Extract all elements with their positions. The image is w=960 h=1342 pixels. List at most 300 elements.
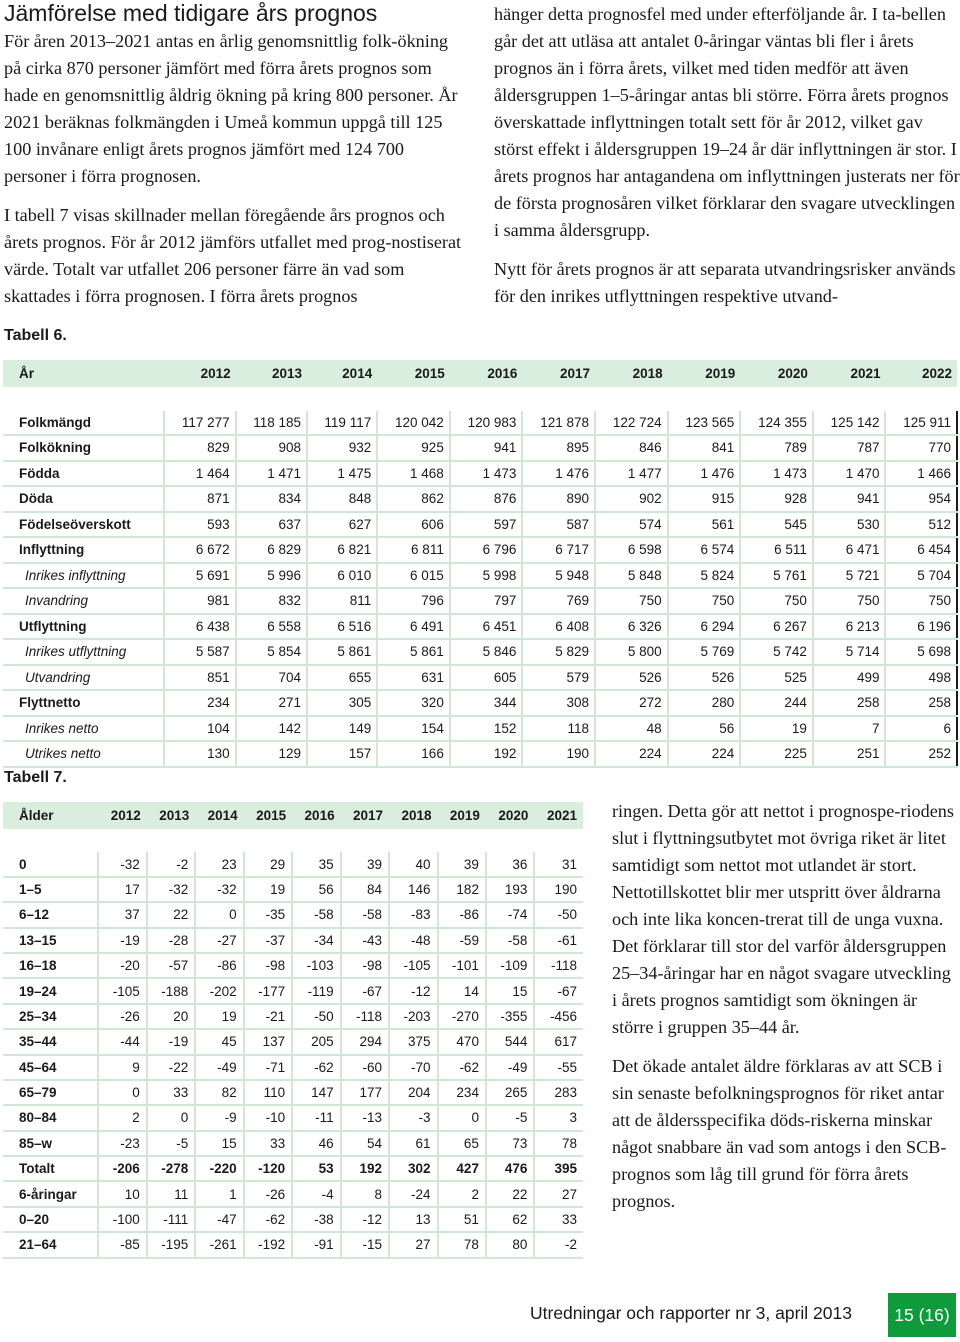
table-cell: -355 [486, 1004, 534, 1029]
row-label: 13–15 [3, 928, 98, 953]
table6-header-year: 2012 [164, 360, 235, 387]
table6-header-year: 2018 [595, 360, 668, 387]
table-cell: 811 [307, 588, 377, 614]
row-label: Flyttnetto [3, 690, 164, 716]
table-cell: 470 [438, 1029, 486, 1054]
table-cell: 627 [307, 512, 377, 538]
table-cell: 5 800 [595, 639, 668, 665]
table-row [3, 978, 583, 1003]
table-cell: 110 [244, 1080, 292, 1105]
table-cell: 5 861 [307, 639, 377, 665]
table-cell: 637 [236, 512, 307, 538]
paragraph: Det ökade antalet äldre förklaras av att SCB i sin senaste befolkningsprognos för riket antar att de åldersspecifika döds-riskerna minskar något snabbare än vad som antogs i den SCB-prognos som låg till grund för förra årets prognos. [612, 1056, 947, 1211]
table-cell: 6 010 [307, 563, 377, 589]
table-row [3, 512, 957, 538]
table-cell: -62 [244, 1207, 292, 1232]
table-cell: -203 [389, 1004, 437, 1029]
page-number-badge: 15 (16) [888, 1293, 956, 1337]
table-row [3, 614, 957, 640]
table-cell: 51 [438, 1207, 486, 1232]
table-cell: 928 [740, 486, 813, 512]
table-cell: 6 811 [377, 537, 450, 563]
table-cell: -206 [98, 1156, 146, 1181]
table-cell: -34 [292, 928, 340, 953]
table-cell: 832 [236, 588, 307, 614]
table-cell: -28 [147, 928, 195, 953]
table-cell: 908 [236, 435, 307, 461]
table-cell: -195 [147, 1232, 195, 1257]
table-cell: 0 [98, 1080, 146, 1105]
table6-header-row [3, 360, 957, 387]
table-cell: 190 [534, 877, 583, 902]
table-cell: 6 821 [307, 537, 377, 563]
table-cell: 294 [341, 1029, 389, 1054]
table-cell: -15 [341, 1232, 389, 1257]
table-cell: 476 [486, 1156, 534, 1181]
row-label: Invandring [3, 588, 164, 614]
table-cell: 146 [389, 877, 437, 902]
table6-header-year: 2017 [522, 360, 595, 387]
table-cell: 6 672 [164, 537, 235, 563]
table-cell: 13 [389, 1207, 437, 1232]
table7-caption: Tabell 7. [4, 769, 67, 786]
table-cell: -98 [244, 953, 292, 978]
table-cell: -5 [147, 1131, 195, 1156]
table-cell: 14 [438, 978, 486, 1003]
table-cell: -5 [486, 1105, 534, 1130]
table-cell: -120 [244, 1156, 292, 1181]
table-cell: 3 [534, 1105, 583, 1130]
table-cell: 120 983 [450, 411, 523, 436]
table-cell: -49 [195, 1055, 243, 1080]
table-cell: -98 [341, 953, 389, 978]
table-cell: 37 [98, 902, 146, 927]
table-cell: 35 [292, 852, 340, 876]
table-cell: 78 [534, 1131, 583, 1156]
table-cell: -24 [389, 1181, 437, 1206]
table-cell: 252 [885, 741, 957, 767]
table-row [3, 1232, 583, 1257]
table-cell: -278 [147, 1156, 195, 1181]
row-label: 16–18 [3, 953, 98, 978]
table-cell: 750 [885, 588, 957, 614]
table-cell: 224 [595, 741, 668, 767]
table-cell: 750 [740, 588, 813, 614]
table7-header-year: 2019 [438, 802, 486, 829]
table-cell: -21 [244, 1004, 292, 1029]
table6-caption: Tabell 6. [4, 327, 67, 344]
table-cell: 22 [147, 902, 195, 927]
footer-publication: Utredningar och rapporter nr 3, april 2013 [530, 1303, 852, 1323]
table-cell: -57 [147, 953, 195, 978]
table-cell: 147 [292, 1080, 340, 1105]
table-cell: -32 [98, 852, 146, 876]
table-cell: 344 [450, 690, 523, 716]
table-cell: 1 471 [236, 461, 307, 487]
table-cell: 6 454 [885, 537, 957, 563]
table-row [3, 537, 957, 563]
paragraph: För åren 2013–2021 antas en årlig genomsnittlig folk-ökning på cirka 870 personer jämfört med förra årets prognos som hade en genomsnittlig åldrig ökning på kring 800 personer. År 2021 beräknas folkmängden i Umeå kommun uppgå till 125 100 invånare enligt årets prognos jämfört med 124 700 personer i förra prognosen. [4, 31, 458, 186]
table-cell: 848 [307, 486, 377, 512]
table-cell: 5 742 [740, 639, 813, 665]
table-cell: 8 [341, 1181, 389, 1206]
table-cell: 915 [668, 486, 741, 512]
table-cell: 272 [595, 690, 668, 716]
table-cell: 84 [341, 877, 389, 902]
table-cell: 6 598 [595, 537, 668, 563]
table-cell: 631 [377, 665, 450, 691]
table-cell: -10 [244, 1105, 292, 1130]
table-cell: -62 [438, 1055, 486, 1080]
table-cell: 120 042 [377, 411, 450, 436]
table-cell: 574 [595, 512, 668, 538]
table-cell: 1 466 [885, 461, 957, 487]
table-row [3, 563, 957, 589]
table-cell: 192 [450, 741, 523, 767]
table7 [3, 802, 583, 1259]
table-cell: 251 [813, 741, 886, 767]
table-cell: 925 [377, 435, 450, 461]
table-cell: 10 [98, 1181, 146, 1206]
table-cell: 561 [668, 512, 741, 538]
table6-header-year: 2022 [885, 360, 957, 387]
table-cell: 5 704 [885, 563, 957, 589]
table-cell: 512 [885, 512, 957, 538]
table-cell: 27 [389, 1232, 437, 1257]
table-cell: -19 [147, 1029, 195, 1054]
table-cell: 33 [534, 1207, 583, 1232]
table-cell: 5 761 [740, 563, 813, 589]
paragraph: ringen. Detta gör att nettot i prognospe-riodens slut i flyttningsutbytet mot övriga riket är litet samtidigt som nettot mot utlandet är stort. Nettotillskottet blir mer utspritt över åldrarna och inte lika koncen-trerat till de unga vuxna. Det förklarar till stor del varför åldersgruppen 25–34-åringar har en något svagare utveckling i årets prognos samtidigt som ökningen är större i gruppen 35–44 år. [612, 801, 954, 1037]
table-cell: 280 [668, 690, 741, 716]
table7-header-year: 2014 [195, 802, 243, 829]
table-cell: -32 [147, 877, 195, 902]
table7-header-year: 2017 [341, 802, 389, 829]
table-cell: 19 [244, 877, 292, 902]
table-cell: 5 824 [668, 563, 741, 589]
table-cell: 5 829 [522, 639, 595, 665]
table-cell: -4 [292, 1181, 340, 1206]
table-cell: 271 [236, 690, 307, 716]
table-cell: 5 854 [236, 639, 307, 665]
table-cell: 39 [438, 852, 486, 876]
table-cell: 526 [668, 665, 741, 691]
table-cell: 6 451 [450, 614, 523, 640]
table-cell: -27 [195, 928, 243, 953]
table-cell: 283 [534, 1080, 583, 1105]
table-cell: 6 213 [813, 614, 886, 640]
table-cell: 152 [450, 716, 523, 742]
table-cell: -13 [341, 1105, 389, 1130]
table-row [3, 588, 957, 614]
table-cell: 1 464 [164, 461, 235, 487]
table7-header-year: 2018 [389, 802, 437, 829]
table7-header-year: 2020 [486, 802, 534, 829]
table-cell: 125 142 [813, 411, 886, 436]
table-cell: -74 [486, 902, 534, 927]
table-cell: 750 [668, 588, 741, 614]
table-cell: -270 [438, 1004, 486, 1029]
page-heading: Jämförelse med tidigare års prognos [4, 0, 378, 26]
table-cell: 258 [813, 690, 886, 716]
table-cell: 56 [292, 877, 340, 902]
table-cell: -59 [438, 928, 486, 953]
table-row [3, 461, 957, 487]
table6-header-year: 2013 [236, 360, 307, 387]
table-cell: 954 [885, 486, 957, 512]
table-row [3, 852, 583, 876]
table-cell: 54 [341, 1131, 389, 1156]
right-text-column [494, 1, 960, 322]
table-cell: -11 [292, 1105, 340, 1130]
table-cell: 45 [195, 1029, 243, 1054]
row-label: Födelseöverskott [3, 512, 164, 538]
table-cell: 5 714 [813, 639, 886, 665]
table-cell: 941 [450, 435, 523, 461]
table-cell: 1 476 [522, 461, 595, 487]
table-cell: -55 [534, 1055, 583, 1080]
table-cell: 0 [195, 902, 243, 927]
table-cell: 750 [595, 588, 668, 614]
table-row [3, 1181, 583, 1206]
table-cell: -48 [389, 928, 437, 953]
table-cell: 48 [595, 716, 668, 742]
table-cell: -37 [244, 928, 292, 953]
table-cell: -26 [98, 1004, 146, 1029]
table-row [3, 902, 583, 927]
table-cell: 124 355 [740, 411, 813, 436]
table-cell: 17 [98, 877, 146, 902]
table-cell: 498 [885, 665, 957, 691]
table-row [3, 741, 957, 767]
table-cell: 2 [438, 1181, 486, 1206]
row-label: Folkökning [3, 435, 164, 461]
table-cell: -192 [244, 1232, 292, 1257]
table-cell: 5 587 [164, 639, 235, 665]
table-cell: -456 [534, 1004, 583, 1029]
table-cell: 1 473 [740, 461, 813, 487]
table-cell: -50 [292, 1004, 340, 1029]
table-cell: 6 326 [595, 614, 668, 640]
table-row [3, 1131, 583, 1156]
table-cell: -50 [534, 902, 583, 927]
table-cell: 22 [486, 1181, 534, 1206]
table-cell: -3 [389, 1105, 437, 1130]
table-cell: 846 [595, 435, 668, 461]
table-row [3, 1105, 583, 1130]
table-cell: 19 [195, 1004, 243, 1029]
table-cell: 1 [195, 1181, 243, 1206]
table-cell: 499 [813, 665, 886, 691]
table-cell: 1 470 [813, 461, 886, 487]
table-row [3, 1055, 583, 1080]
table-cell: 6 196 [885, 614, 957, 640]
table-cell: -85 [98, 1232, 146, 1257]
table-cell: 9 [98, 1055, 146, 1080]
table-cell: 62 [486, 1207, 534, 1232]
table-cell: 6 471 [813, 537, 886, 563]
table-cell: 587 [522, 512, 595, 538]
table-row [3, 928, 583, 953]
table-cell: -103 [292, 953, 340, 978]
table-cell: 605 [450, 665, 523, 691]
table6-header-year: 2020 [740, 360, 813, 387]
table-cell: 36 [486, 852, 534, 876]
row-label: Inrikes utflyttning [3, 639, 164, 665]
table-cell: -62 [292, 1055, 340, 1080]
table-cell: 6 294 [668, 614, 741, 640]
row-label: 80–84 [3, 1105, 98, 1130]
table-cell: -32 [195, 877, 243, 902]
table-cell: -67 [341, 978, 389, 1003]
table-cell: -61 [534, 928, 583, 953]
table-cell: 118 185 [236, 411, 307, 436]
table-cell: 11 [147, 1181, 195, 1206]
table-cell: 15 [195, 1131, 243, 1156]
table-cell: 193 [486, 877, 534, 902]
table-cell: 6 558 [236, 614, 307, 640]
table-cell: -44 [98, 1029, 146, 1054]
table-cell: 932 [307, 435, 377, 461]
table-cell: 841 [668, 435, 741, 461]
table-cell: -109 [486, 953, 534, 978]
table-cell: 7 [813, 716, 886, 742]
table-cell: 981 [164, 588, 235, 614]
row-label: 19–24 [3, 978, 98, 1003]
table-cell: -43 [341, 928, 389, 953]
table-cell: 234 [438, 1080, 486, 1105]
table6-header-year: 2019 [668, 360, 741, 387]
table7-header-year: 2015 [244, 802, 292, 829]
paragraph: Nytt för årets prognos är att separata utvandringsrisker används för den inrikes utflyttningen respektive utvand- [494, 259, 956, 306]
table-row [3, 411, 957, 436]
table-cell: 6 408 [522, 614, 595, 640]
table-row [3, 435, 957, 461]
table-cell: 20 [147, 1004, 195, 1029]
table-cell: -105 [98, 978, 146, 1003]
table-cell: -111 [147, 1207, 195, 1232]
table-cell: 6 717 [522, 537, 595, 563]
table-cell: 27 [534, 1181, 583, 1206]
row-label: 25–34 [3, 1004, 98, 1029]
table-cell: 122 724 [595, 411, 668, 436]
table-cell: 129 [236, 741, 307, 767]
table-cell: 6 267 [740, 614, 813, 640]
row-label: 85–w [3, 1131, 98, 1156]
table-cell: -20 [98, 953, 146, 978]
table-cell: 895 [522, 435, 595, 461]
table-cell: 33 [147, 1080, 195, 1105]
table-cell: 31 [534, 852, 583, 876]
table-cell: 851 [164, 665, 235, 691]
table-cell: 118 [522, 716, 595, 742]
table-cell: 56 [668, 716, 741, 742]
table-cell: 73 [486, 1131, 534, 1156]
table-cell: 177 [341, 1080, 389, 1105]
table-cell: -100 [98, 1207, 146, 1232]
table-cell: -35 [244, 902, 292, 927]
table-cell: 5 996 [236, 563, 307, 589]
table-cell: 23 [195, 852, 243, 876]
table-cell: 166 [377, 741, 450, 767]
table-cell: 61 [389, 1131, 437, 1156]
table-cell: 154 [377, 716, 450, 742]
table-cell: -2 [534, 1232, 583, 1257]
left-text-column [4, 28, 466, 322]
table-cell: 0 [438, 1105, 486, 1130]
row-label: 0–20 [3, 1207, 98, 1232]
table-cell: -105 [389, 953, 437, 978]
table-cell: 244 [740, 690, 813, 716]
table-cell: 6 015 [377, 563, 450, 589]
bottom-text-column [612, 798, 958, 1227]
table-cell: 190 [522, 741, 595, 767]
table-cell: 1 475 [307, 461, 377, 487]
table-cell: 104 [164, 716, 235, 742]
table6-header-year: 2014 [307, 360, 377, 387]
table-cell: 234 [164, 690, 235, 716]
table-cell: 5 848 [595, 563, 668, 589]
table-cell: 890 [522, 486, 595, 512]
table-cell: 130 [164, 741, 235, 767]
table-cell: 1 476 [668, 461, 741, 487]
table-cell: -58 [292, 902, 340, 927]
table-cell: 308 [522, 690, 595, 716]
table-cell: 39 [341, 852, 389, 876]
table-cell: -47 [195, 1207, 243, 1232]
table-cell: -177 [244, 978, 292, 1003]
table-cell: 617 [534, 1029, 583, 1054]
table-cell: 157 [307, 741, 377, 767]
table6-header-label: År [3, 360, 164, 387]
table6 [3, 360, 958, 768]
row-label: Utflyttning [3, 614, 164, 640]
table-row [3, 690, 957, 716]
table-cell: 204 [389, 1080, 437, 1105]
table-row [3, 1156, 583, 1181]
table-cell: 123 565 [668, 411, 741, 436]
table-cell: 305 [307, 690, 377, 716]
table-cell: 544 [486, 1029, 534, 1054]
table7-header-year: 2013 [147, 802, 195, 829]
table-cell: 6 829 [236, 537, 307, 563]
table-cell: 5 769 [668, 639, 741, 665]
row-label: Döda [3, 486, 164, 512]
table-cell: -86 [195, 953, 243, 978]
table-cell: -22 [147, 1055, 195, 1080]
row-label: 6–12 [3, 902, 98, 927]
row-label: 1–5 [3, 877, 98, 902]
table-cell: 902 [595, 486, 668, 512]
table-cell: 121 878 [522, 411, 595, 436]
table-cell: -86 [438, 902, 486, 927]
row-label: 45–64 [3, 1055, 98, 1080]
table-cell: 82 [195, 1080, 243, 1105]
table7-header-year: 2012 [98, 802, 146, 829]
table-row [3, 716, 957, 742]
table-cell: 117 277 [164, 411, 235, 436]
table-cell: 1 468 [377, 461, 450, 487]
table-cell: 593 [164, 512, 235, 538]
table-cell: 15 [486, 978, 534, 1003]
table-cell: -118 [341, 1004, 389, 1029]
table-cell: 53 [292, 1156, 340, 1181]
table-cell: 6 516 [307, 614, 377, 640]
table-cell: -58 [341, 902, 389, 927]
table-cell: 137 [244, 1029, 292, 1054]
table-cell: 119 117 [307, 411, 377, 436]
table-cell: 597 [450, 512, 523, 538]
